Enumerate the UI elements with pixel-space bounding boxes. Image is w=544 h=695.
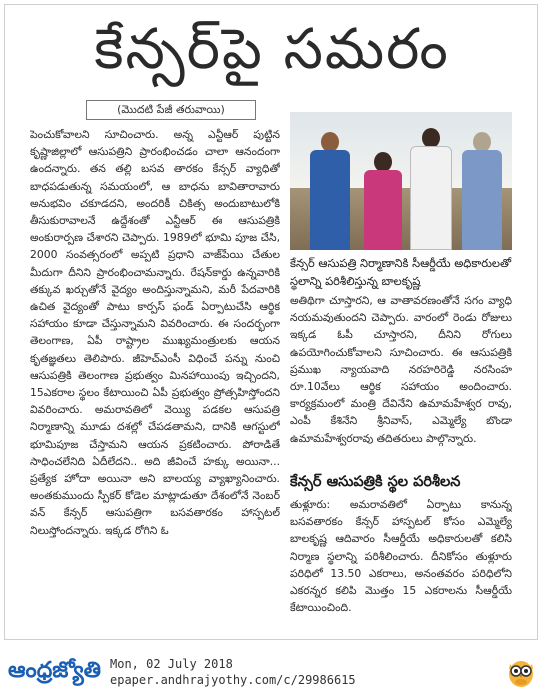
person-figure	[410, 128, 452, 250]
person-figure	[364, 152, 402, 250]
right-column-bottom-text: తుళ్లూరు: అమరావతిలో ఏర్పాటు కానున్న బసవతారకం కేన్సర్ హాస్పటల్ కోసం ఎమ్మెల్యే బాలకృష్ణ ఆదివారం సీఆర్డీయే అధికారులతో కలిసి నిర్మాణ స్థలాన్ని పరిశీలించారు. దీనికోసం తుళ్లూరు పరిధిలో 13.50 ఎకరాలు, అనంతవరం పరిధిలోని ఎకరన్నర కలిపి మొత్తం 15 ఎకరాలను సీఆర్డీయే కేటాయించింది.	[290, 498, 512, 615]
photo-caption: కేన్సర్ ఆసుపత్రి నిర్మాణానికి సీఆర్డీయే అధికారులతో స్థలాన్ని పరిశీలిస్తున్న బాలకృష్ణ	[290, 256, 512, 288]
person-figure	[462, 132, 502, 250]
footer-meta	[110, 656, 410, 688]
headline: కేన్సర్‌పై సమరం	[94, 17, 450, 82]
edition-date: Mon, 02 July 2018	[110, 657, 233, 671]
left-column-text: పెంచుకోవాలని సూచించారు. అన్న ఎన్టీఆర్ పుట్టిన కృష్ణాజిల్లాలో ఆసుపత్రిని ప్రారంభించడం చాలా ఆనందంగా ఉందన్నారు. తన తల్లి బసవ తారకం కేన్సర్ వ్యాధితో బాధపడుతున్న సమయంలో, ఆ బాధను బావితారావారు అనుభవిం చకూడదని, అందరికీ చికిత్స అందుబాటులోకి తీసుకురావాలనే ఉద్దేశంతో ఎన్టీఆర్ ఈ ఆసుపత్రికి అంకురార్పణ చేశారని చెప్పారు. 1989లో భూమి పూజ చేసి, 2000 సంవత్సరంలో అప్పటి ప్రధాని వాజ్‌పేయి చేతుల మీదుగా దీనిని ప్రారంభించామన్నారు. రేషన్‌కార్డు ఉన్నవారికి తక్కువ ఖర్చుతోనే వైద్యం అందిస్తున్నామని, మరీ పేదవారికి ఉచిత వైద్యంతో పాటు కార్పస్ ఫండ్ ఏర్పాటుచేసి ఆర్థిక సహాయం కూడా చేస్తున్నామని వివరించారు. ఈ సందర్భంగా తెలంగాణ, ఏపీ రాష్ట్రాల ముఖ్యమంత్రులకు ఆయన కృతజ్ఞతలు తెలిపారు. జీహెచ్ఎంసీ విధించే పన్ను నుంచి ఆసుపత్రికి తెలంగాణ ప్రభుత్వం మినహాయింపు ఇచ్చిందని, 15ఎకరాల స్థలం కేటాయించి ఏపీ ప్రభుత్వం ప్రోత్సహిస్తోందని వివరించారు. అమరావతిలో వెయ్యి పడకల ఆసుపత్రి నిర్మాణాన్ని మూడు దశల్లో చేపడతామని, దానికి ఆగస్టులో భూమిపూజ చేస్తామని ఆయన ప్రకటించారు. పోరాడితే సాధించలేనిది ఏదీలేదని.. అది జీవించే హక్కు అయినా... ప్రత్యేక హోదా అయినా అని బాలయ్య వ్యాఖ్యానించారు. అంతకుముందు స్పీకర్ కోడెల మాట్లాడుతూ దేశంలోనే నెంబర్ వన్ కేన్సర్ ఆసుపత్రిగా బసవతారకం హాస్పటల్ నిలుస్తోందన్నారు. ఇక్కడ రోగిని ఓ	[30, 128, 280, 537]
person-figure	[310, 132, 350, 250]
subheading: కేన్సర్ ఆసుపత్రికి స్థల పరిశీలన	[290, 474, 461, 490]
owl-icon[interactable]	[505, 656, 537, 688]
continued-note: (మొదటి పేజీ తరువాయి)	[86, 100, 256, 120]
andhrajyothy-logo[interactable]: ఆంధ్రజ్యోతి	[8, 658, 101, 683]
epaper-url[interactable]: epaper.andhrajyothy.com/c/29986615	[110, 673, 356, 687]
news-photo	[290, 112, 512, 250]
footer	[0, 650, 544, 695]
right-column-top-text: అతిథిగా చూస్తారని, ఆ వాతావరణంతోనే సగం వ్యాధి నయమవుతుందని చెప్పారు. వారంలో రెండు రోజులు ఇక్కడ ఓపీ చూస్తారని, దీనిని రోగులు ఉపయోగించుకోవాలని సూచించారు. ఈ ఆసుపత్రికి ప్రముఖ న్యాయవాది నరహరిరెడ్డి నరసింహ రూ.10వేలు ఆర్థిక సహాయం అందించారు. కార్యక్రమంలో మంత్రి దేవినేని ఉమామహేశ్వర రావు, ఎంపీ కేశినేని శ్రీనివాస్, ఎమ్మెల్యే బొండా ఉమామహేశ్వరరావు తదితరులు పాల్గొన్నారు.	[290, 294, 512, 445]
